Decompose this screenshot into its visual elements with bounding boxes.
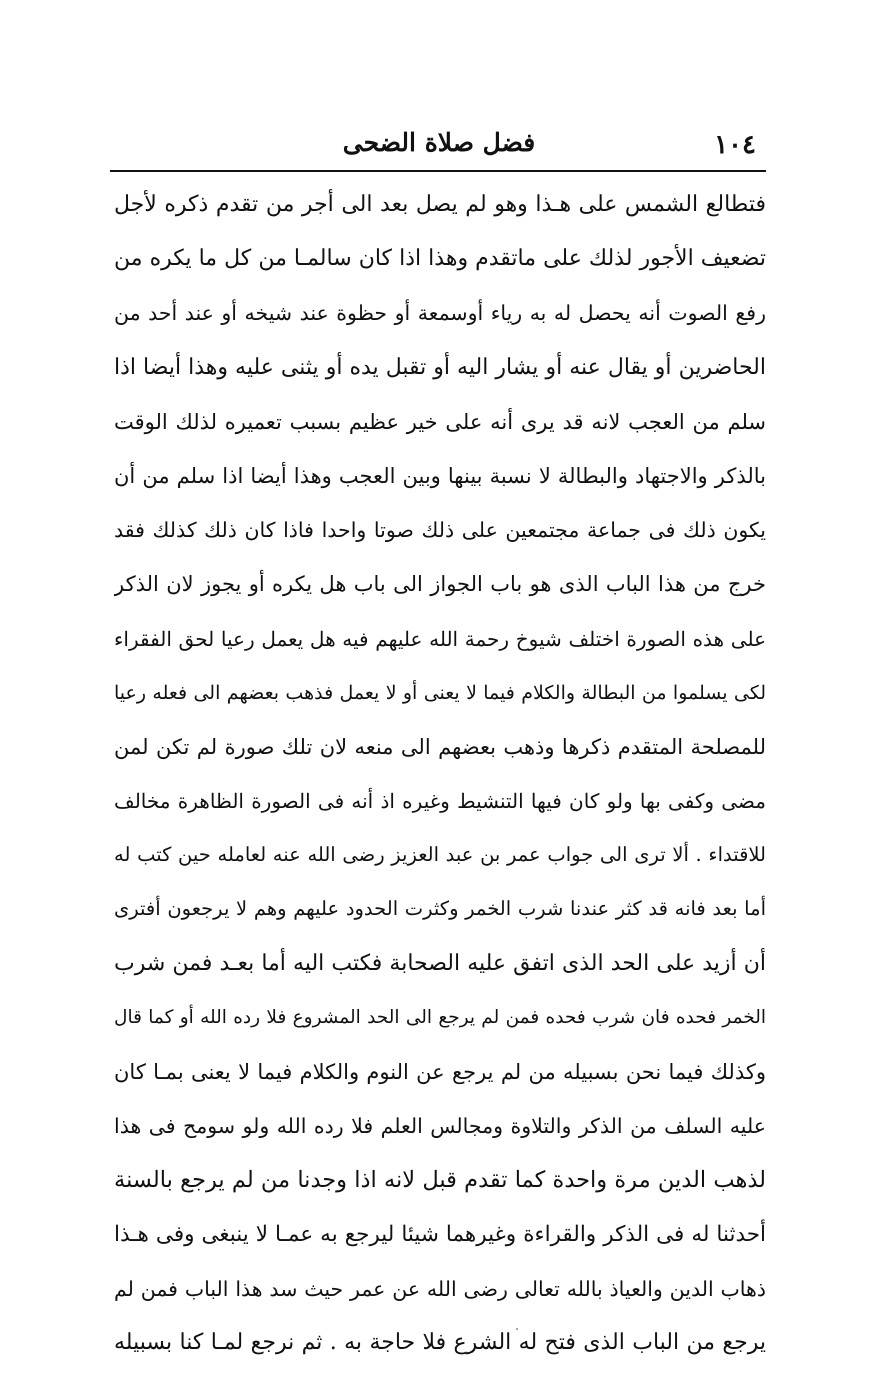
- text-line: أما بعد فانه قد كثر عندنا شرب الخمر وكثرت الحدود عليهم وهم لا يرجعون أفترى: [114, 897, 766, 921]
- text-line: أن أزيد على الحد الذى اتفق عليه الصحابة فكتب اليه أما بعـد فمن شرب: [114, 950, 766, 976]
- text-line: وكذلك فيما نحن بسبيله من لم يرجع عن النوم والكلام فيما لا يعنى بمـا كان: [114, 1060, 766, 1084]
- print-speck: [516, 1328, 518, 1330]
- running-title: فضل صلاة الضحى: [342, 128, 536, 157]
- text-line: مضى وكفى بها ولو كان فيها التنشيط وغيره اذ أنه فى الصورة الظاهرة مخالف: [114, 789, 766, 814]
- text-line: الخمر فحده فان شرب فحده فمن لم يرجع الى الحد المشروع فلا رده الله أو كما قال: [114, 1006, 766, 1028]
- text-line: يكون ذلك فى جماعة مجتمعين على ذلك صوتا واحدا فاذا كان ذلك كذلك فقد: [114, 518, 766, 543]
- page-header: [112, 128, 766, 168]
- text-line: على هذه الصورة اختلف شيوخ رحمة الله عليهم فيه هل يعمل رعيا لحق الفقراء: [114, 626, 766, 651]
- header-rule: [110, 170, 766, 172]
- text-line: الحاضرين أو يقال عنه أو يشار اليه أو تقبل يده أو يثنى عليه وهذا أيضا اذا: [114, 354, 766, 380]
- text-line: للمصلحة المتقدم ذكرها وذهب بعضهم الى منعه لان تلك صورة لم تكن لمن: [114, 734, 766, 759]
- body-text: [114, 178, 766, 1370]
- text-line: بالذكر والاجتهاد والبطالة لا نسبة بينها وبين العجب وهذا أيضا اذا سلم من أن: [114, 463, 766, 488]
- text-line: ذهاب الدين والعياذ بالله تعالى رضى الله عن عمر حيث سد هذا الباب فمن لم: [114, 1276, 766, 1301]
- text-line: عليه السلف من الذكر والتلاوة ومجالس العلم فلا رده الله ولو سومح فى هذا: [114, 1114, 766, 1139]
- text-line: خرج من هذا الباب الذى هو باب الجواز الى باب هل يكره أو يجوز لان الذكر: [114, 572, 766, 597]
- text-line: فتطالع الشمس على هـذا وهو لم يصل بعد الى أجر من تقدم ذكره لأجل: [114, 192, 766, 217]
- text-line: لذهب الدين مرة واحدة كما تقدم قبل لانه اذا وجدنا من لم يرجع بالسنة: [114, 1167, 766, 1194]
- text-line: رفع الصوت أنه يحصل له به رياء أوسمعة أو حظوة عند شيخه أو عند أحد من: [114, 301, 766, 326]
- text-line: أحدثنا له فى الذكر والقراءة وغيرهما شيئا ليرجع به عمـا لا ينبغى وفى هـذا: [114, 1221, 766, 1247]
- page-number: ١٠٤: [714, 130, 756, 160]
- text-line: يرجع من الباب الذى فتح له الشرع فلا حاجة به . ثم نرجع لمـا كنا بسبيله: [114, 1329, 766, 1355]
- text-line: سلم من العجب لانه قد يرى أنه على خير عظيم بسبب تعميره لذلك الوقت: [114, 409, 766, 434]
- text-line: تضعيف الأجور لذلك على ماتقدم وهذا اذا كان سالمـا من كل ما يكره من: [114, 246, 766, 272]
- text-line: للاقتداء . ألا ترى الى جواب عمر بن عبد العزيز رضى الله عنه لعامله حين كتب له: [114, 843, 766, 867]
- text-line: لكى يسلموا من البطالة والكلام فيما لا يعنى أو لا يعمل فذهب بعضهم الى فعله رعيا: [114, 681, 766, 704]
